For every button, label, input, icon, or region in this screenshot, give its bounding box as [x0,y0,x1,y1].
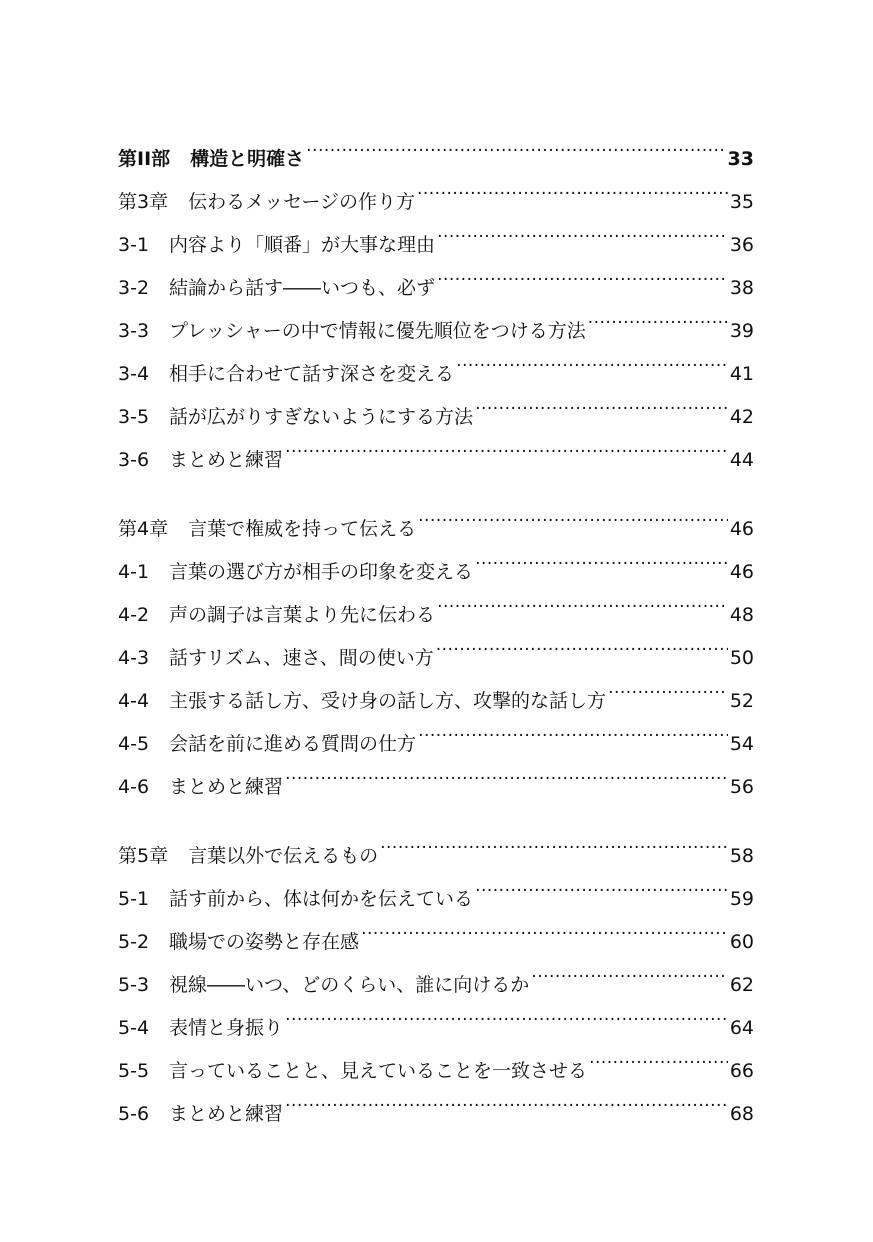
page-number: 39 [729,320,754,342]
page-number: 58 [729,845,754,867]
dot-leader [285,750,728,793]
chapter-title: 伝わるメッセージの作り方 [188,191,415,213]
section-number: 5-1 [118,888,150,910]
section-title: まとめと練習 [169,1103,284,1125]
section-number: 3-6 [118,449,150,471]
chapter-title: 言葉以外で伝えるもの [188,845,379,867]
section-number: 5-2 [118,931,150,953]
dot-leader [437,578,728,621]
page-number: 41 [729,363,754,385]
toc-part-entry[interactable] [118,122,754,170]
section-title: 話すリズム、速さ、間の使い方 [169,647,434,669]
section-title: 言っていることと、見えていることを一致させる [169,1060,588,1082]
section-title: 視線――いつ、どのくらい、誰に向けるか [169,974,530,996]
dot-leader [418,492,728,535]
section-title: 話が広がりすぎないようにする方法 [169,406,474,428]
section-title: 内容より「順番」が大事な理由 [169,234,436,256]
dot-leader [475,862,728,905]
page-number: 50 [729,647,754,669]
dot-leader [417,165,728,208]
dot-leader [608,664,728,707]
page-number: 46 [729,518,754,540]
section-number: 4-5 [118,733,150,755]
section-number: 4-4 [118,690,150,712]
dot-leader [456,337,728,380]
page-number: 46 [729,561,754,583]
section-title: 言葉の選び方が相手の印象を変える [169,561,474,583]
dot-leader [437,208,728,251]
section-number: 3-3 [118,320,150,342]
chapter-number: 第5章 [118,845,169,867]
dot-leader [436,621,728,664]
chapter-number: 第3章 [118,191,169,213]
page-number: 38 [729,277,754,299]
section-number: 5-6 [118,1103,150,1125]
page-number: 68 [729,1103,754,1125]
page-number: 36 [729,234,754,256]
page-number: 56 [729,776,754,798]
toc-chapter-entry[interactable] [118,819,754,867]
section-title: 相手に合わせて話す深さを変える [169,363,455,385]
dot-leader [588,294,728,337]
part-number: 第II部 [118,148,171,170]
page-number: 48 [729,604,754,626]
page-number: 44 [729,449,754,471]
page-number: 52 [729,690,754,712]
part-title: 構造と明確さ [190,148,305,170]
section-number: 5-4 [118,1017,150,1039]
chapter-title: 言葉で権威を持って伝える [188,518,417,540]
dot-leader [531,948,728,991]
page-number: 66 [729,1060,754,1082]
section-number: 4-6 [118,776,150,798]
section-number: 5-3 [118,974,150,996]
section-title: まとめと練習 [169,449,284,471]
section-number: 4-1 [118,561,150,583]
section-title: 話す前から、体は何かを伝えている [169,888,474,910]
section-title: 表情と身振り [169,1017,284,1039]
dot-leader [437,251,728,294]
section-title: 主張する話し方、受け身の話し方、攻撃的な話し方 [169,690,607,712]
section-title: 職場での姿勢と存在感 [169,931,360,953]
section-number: 3-2 [118,277,150,299]
dot-leader [285,991,728,1034]
page-number: 42 [729,406,754,428]
chapter-number: 第4章 [118,518,169,540]
section-title: プレッシャーの中で情報に優先順位をつける方法 [169,320,586,342]
page-number: 35 [729,191,754,213]
page-number: 59 [729,888,754,910]
section-number: 3-5 [118,406,150,428]
section-number: 3-1 [118,234,150,256]
toc-chapter-entry[interactable] [118,492,754,540]
section-title: 結論から話す――いつも、必ず [169,277,436,299]
page-number: 54 [729,733,754,755]
dot-leader [285,1077,728,1120]
table-of-contents [118,122,754,1125]
section-number: 5-5 [118,1060,150,1082]
page-number: 33 [727,148,754,170]
page-number: 62 [729,974,754,996]
dot-leader [361,905,728,948]
dot-leader [475,380,728,423]
section-title: 声の調子は言葉より先に伝わる [169,604,436,626]
dot-leader [589,1034,728,1077]
dot-leader [418,707,728,750]
page-number: 60 [729,931,754,953]
section-number: 4-2 [118,604,150,626]
dot-leader [475,535,728,578]
section-title: まとめと練習 [169,776,284,798]
section-title: 会話を前に進める質問の仕方 [169,733,417,755]
dot-leader [380,819,728,862]
page-number: 64 [729,1017,754,1039]
dot-leader [306,122,725,165]
section-number: 4-3 [118,647,150,669]
dot-leader [285,423,728,466]
section-number: 3-4 [118,363,150,385]
